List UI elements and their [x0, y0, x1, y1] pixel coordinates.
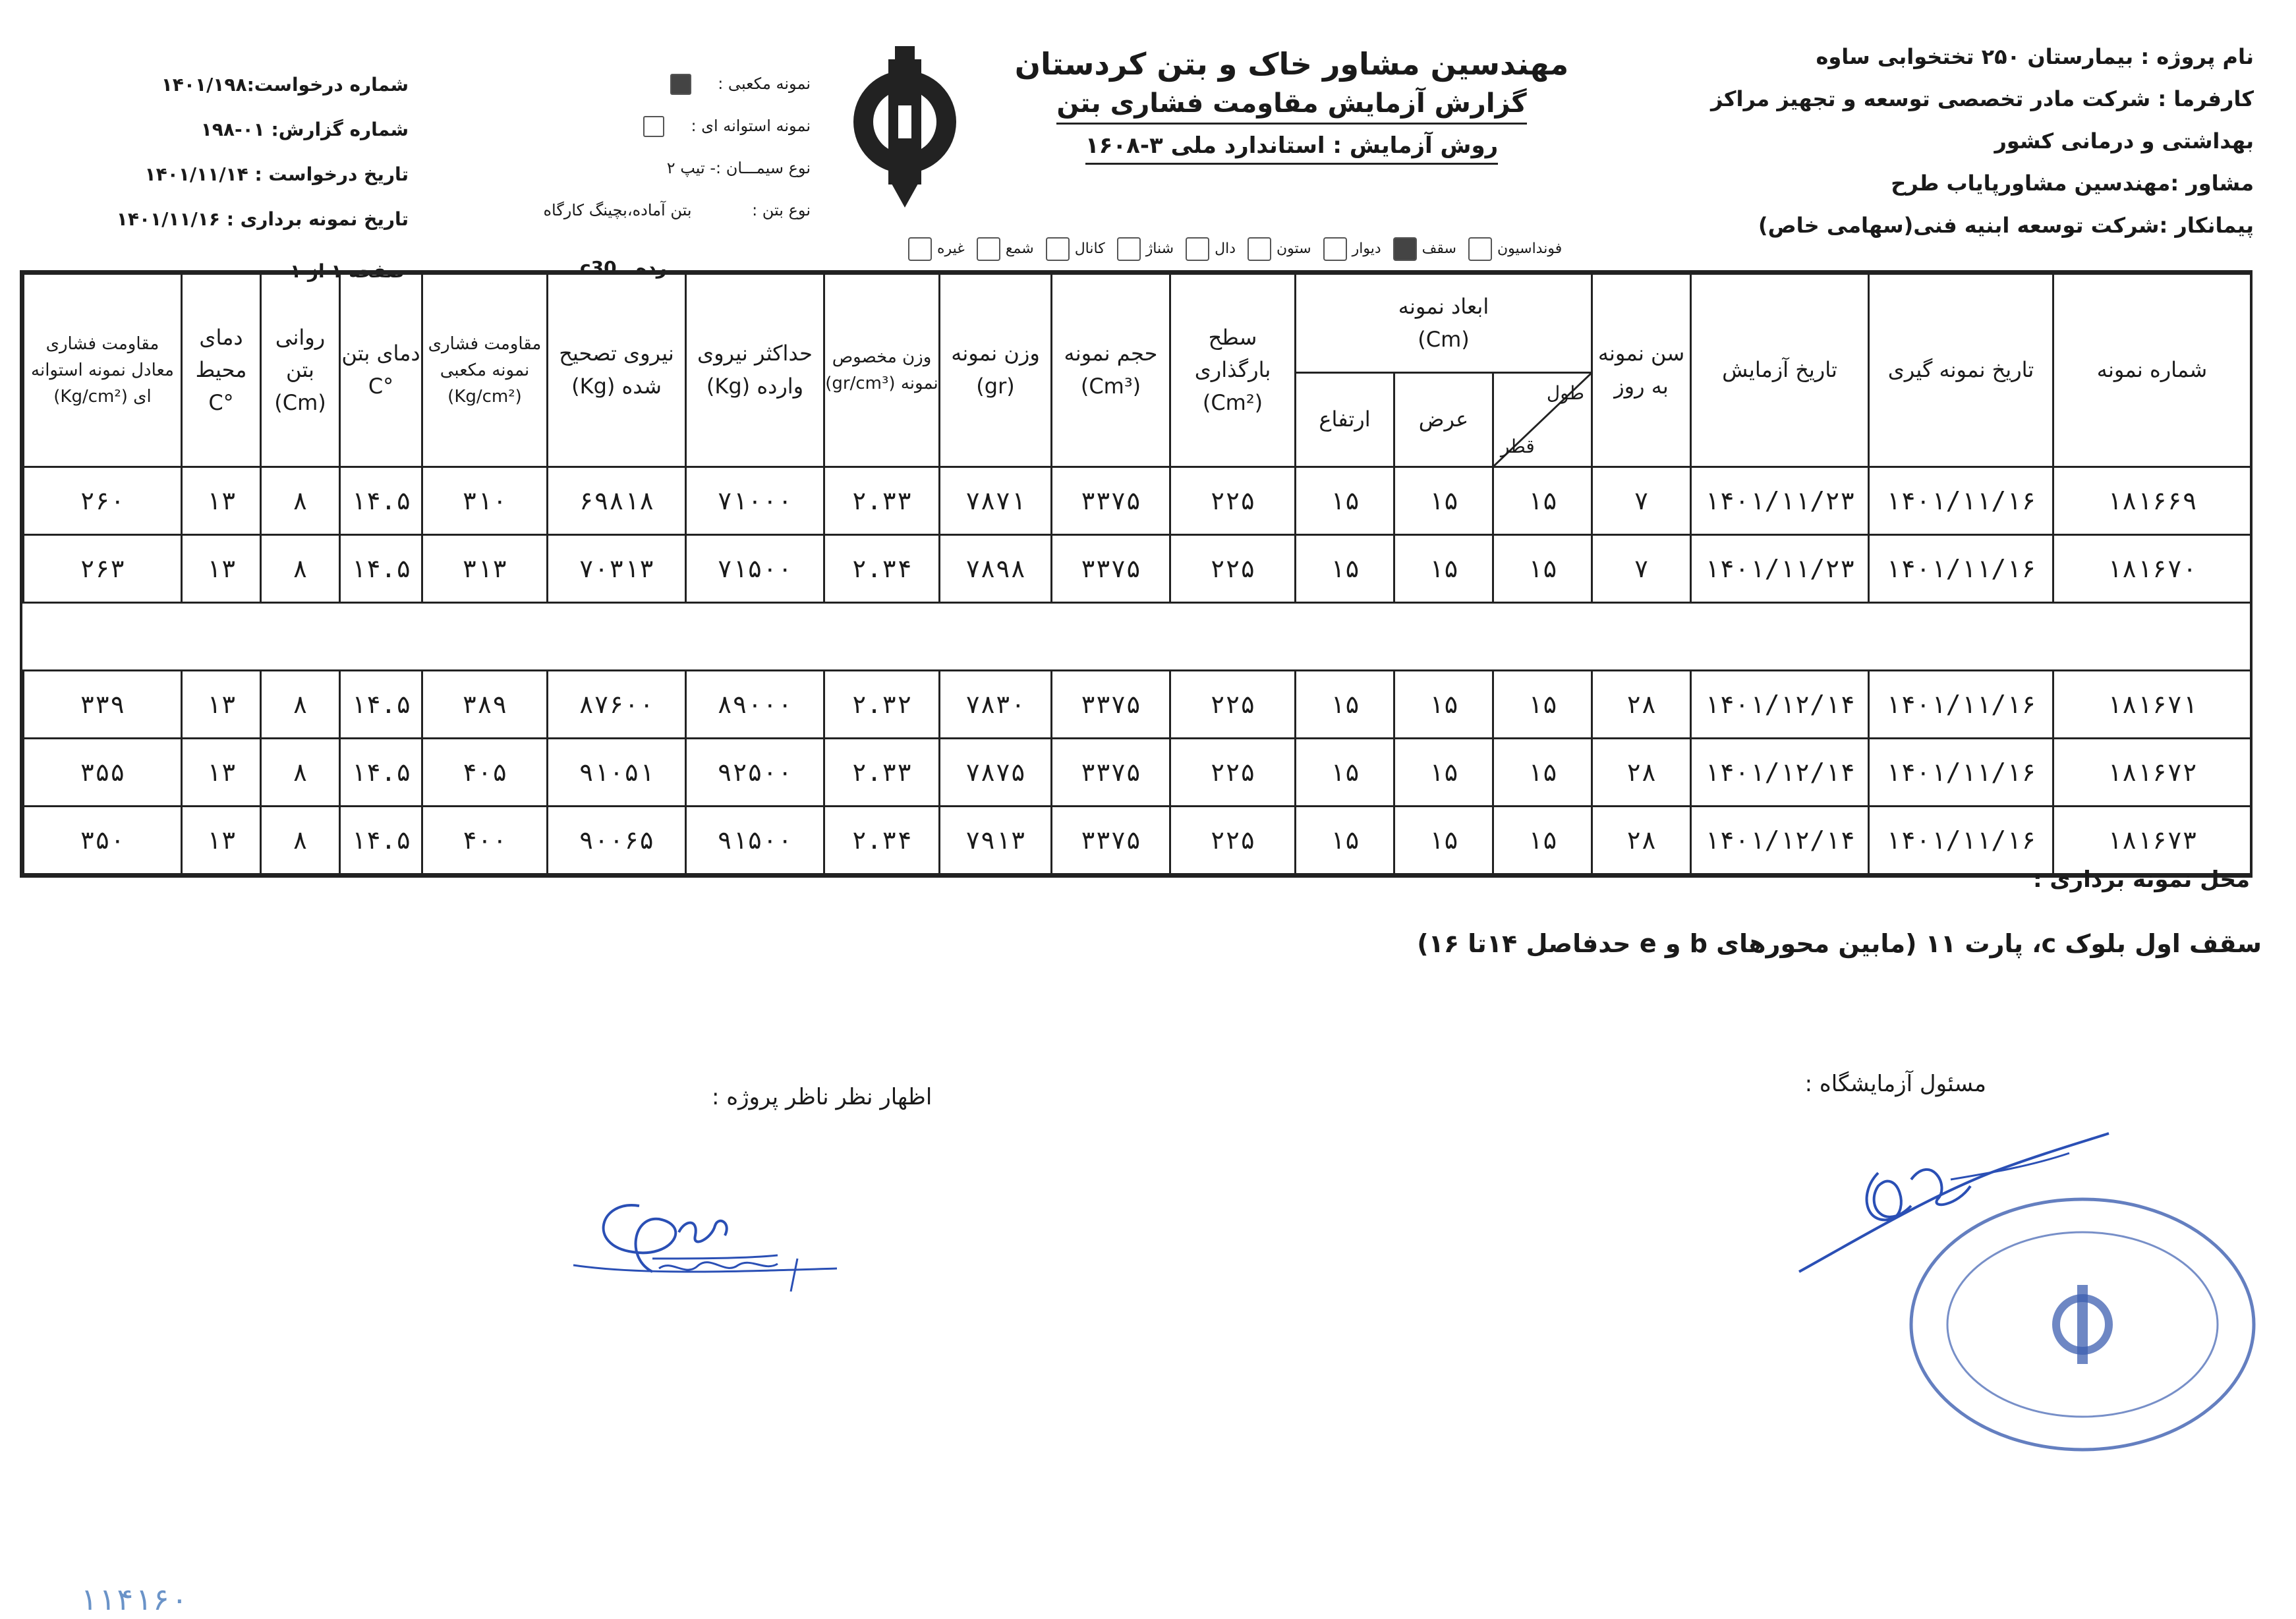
grade-label: رده	[635, 257, 667, 279]
table-cell: ۱۴.۵	[340, 467, 422, 535]
element-option-checkbox[interactable]	[1248, 237, 1271, 261]
table-cell: ۱۵	[1394, 671, 1493, 739]
table-cell: ۷۱۵۰۰	[686, 535, 824, 603]
element-option-label: غیره	[937, 241, 965, 257]
table-cell: ۱۵	[1394, 535, 1493, 603]
table-cell: ۲۶۰	[24, 467, 182, 535]
concrete-type-value: بتن آماده،بچینگ کارگاه	[543, 201, 692, 219]
table-cell: ۱۵	[1296, 535, 1394, 603]
table-cell: ۱۳	[182, 467, 261, 535]
table-cell: ۱۸۱۶۷۱	[2053, 671, 2251, 739]
element-option-label: کانال	[1074, 241, 1105, 257]
header-slump: روانی بتن (Cm)	[261, 274, 340, 467]
element-option	[977, 237, 1034, 261]
table-cell: ۸	[261, 671, 340, 739]
table-cell: ۷۱۰۰۰	[686, 467, 824, 535]
table-cell: ۱۵	[1394, 739, 1493, 807]
table-cell: ۶۹۸۱۸	[548, 467, 686, 535]
header-sample-no: شماره نمونه	[2053, 274, 2251, 467]
sample-types	[415, 63, 811, 231]
table-cell: ۱۴.۵	[340, 671, 422, 739]
table-cell: ۲۸	[1592, 739, 1691, 807]
lab-stamp-icon	[1898, 1186, 2267, 1463]
page-number: صفحه ۱ از ۱	[290, 260, 405, 282]
element-option-checkbox[interactable]	[1117, 237, 1141, 261]
table-cell: ۹۱۵۰۰	[686, 807, 824, 874]
table-cell: ۸	[261, 535, 340, 603]
header-area: سطح بارگذاری (Cm²)	[1170, 274, 1296, 467]
table-cell: ۱۸۱۶۷۰	[2053, 535, 2251, 603]
table-cell: ۷۸۷۱	[940, 467, 1052, 535]
table-cell: ۲.۳۴	[824, 535, 940, 603]
cube-checkbox[interactable]	[670, 74, 691, 95]
table-cell: ۳۱۳	[422, 535, 548, 603]
table-cell: ۱۵	[1493, 807, 1592, 874]
table-cell: ۱۴۰۱/۱۱/۱۶	[1869, 671, 2053, 739]
table-cell: ۱۴۰۱/۱۱/۲۳	[1691, 467, 1869, 535]
table-cell: ۱۵	[1296, 671, 1394, 739]
table-row	[24, 467, 2251, 535]
table-cell: ۹۲۵۰۰	[686, 739, 824, 807]
element-option-checkbox[interactable]	[1468, 237, 1492, 261]
table-cell: ۱۵	[1493, 535, 1592, 603]
cube-sample-label: نمونه مکعبی :	[718, 74, 811, 93]
table-cell: ۱۵	[1493, 467, 1592, 535]
element-option	[1046, 237, 1105, 261]
table-cell: ۱۸۱۶۷۲	[2053, 739, 2251, 807]
results-body	[24, 467, 2251, 874]
table-cell: ۷۸۹۸	[940, 535, 1052, 603]
table-cell: ۷۰۳۱۳	[548, 535, 686, 603]
element-option-checkbox[interactable]	[1186, 237, 1209, 261]
table-cell: ۱۵	[1296, 739, 1394, 807]
element-option	[1248, 237, 1311, 261]
table-cell: ۱۸۱۶۶۹	[2053, 467, 2251, 535]
table-cell: ۲۲۵	[1170, 739, 1296, 807]
results-table	[22, 273, 2252, 875]
table-cell: ۸۷۶۰۰	[548, 671, 686, 739]
table-cell: ۱۴۰۱/۱۱/۲۳	[1691, 535, 1869, 603]
header-density: وزن مخصوص نمونه (gr/cm³)	[824, 274, 940, 467]
header-width: عرض	[1394, 373, 1493, 467]
table-row	[24, 535, 2251, 603]
table-cell: ۳۳۷۵	[1052, 739, 1170, 807]
request-date: تاریخ درخواست : ۱۴۰۱/۱۱/۱۴	[144, 163, 409, 185]
table-cell: ۱۵	[1394, 807, 1493, 874]
sampling-location-value: سقف اول بلوک c، پارت ۱۱ (مابین محورهای b و e حدفاصل ۱۴تا ۱۶)	[1417, 929, 2262, 958]
table-cell: ۴۰۰	[422, 807, 548, 874]
spacer-row	[24, 603, 2251, 671]
spacer-cell	[24, 603, 2251, 671]
cement-type: نوع سیمـــان :- تیپ ۲	[666, 159, 811, 177]
element-option	[1393, 237, 1456, 261]
table-cell: ۳۱۰	[422, 467, 548, 535]
company-header	[995, 46, 1588, 165]
header-ambient-temp: دمای محیط °C	[182, 274, 261, 467]
element-option-label: دیوار	[1352, 241, 1381, 257]
report-title: گزارش آزمایش مقاومت فشاری بتن	[1056, 88, 1526, 125]
employer-line1: کارفرما : شرکت مادر تخصصی توسعه و تجهیز مراکز	[1711, 86, 2254, 111]
header-dimensions	[1296, 274, 1592, 373]
table-cell: ۹۰۰۶۵	[548, 807, 686, 874]
element-option-checkbox[interactable]	[1046, 237, 1070, 261]
table-cell: ۱۴۰۱/۱۱/۱۶	[1869, 807, 2053, 874]
table-cell: ۱۴۰۱/۱۱/۱۶	[1869, 535, 2053, 603]
table-cell: ۷۹۱۳	[940, 807, 1052, 874]
element-option-label: ستون	[1277, 241, 1311, 257]
element-option-label: دال	[1215, 241, 1236, 257]
table-cell: ۴۰۵	[422, 739, 548, 807]
request-info	[116, 63, 409, 242]
element-option	[1468, 237, 1562, 261]
table-cell: ۷۸۳۰	[940, 671, 1052, 739]
header-max-force: حداکثر نیروی وارده (Kg)	[686, 274, 824, 467]
element-option	[1186, 237, 1236, 261]
diameter-label: قطر	[1501, 435, 1535, 457]
table-cell: ۲.۳۳	[824, 739, 940, 807]
structural-elements	[896, 237, 1562, 261]
grade-value: c30	[580, 257, 617, 279]
table-cell: ۱۵	[1493, 671, 1592, 739]
table-cell: ۷	[1592, 467, 1691, 535]
table-cell: ۱۴۰۱/۱۲/۱۴	[1691, 739, 1869, 807]
employer-line2: بهداشتی و درمانی کشور	[1994, 128, 2254, 154]
table-cell: ۸	[261, 739, 340, 807]
table-cell: ۲۸	[1592, 671, 1691, 739]
contractor: پیمانکار :شرکت توسعه ابنیه فنی(سهامی خاص)	[1758, 213, 2254, 238]
supervisor-signature-icon	[560, 1160, 863, 1318]
table-cell: ۹۱۰۵۱	[548, 739, 686, 807]
table-cell: ۷	[1592, 535, 1691, 603]
table-cell: ۸	[261, 467, 340, 535]
company-logo-icon	[849, 46, 961, 211]
table-cell: ۱۴.۵	[340, 739, 422, 807]
header-concrete-temp: دمای بتن °C	[340, 274, 422, 467]
table-cell: ۱۳	[182, 535, 261, 603]
header-length-diameter	[1493, 373, 1592, 467]
table-cell: ۱۸۱۶۷۳	[2053, 807, 2251, 874]
supervisor-comment-label: اظهار نظر ناظر پروژه :	[712, 1084, 933, 1110]
cylinder-checkbox[interactable]	[643, 116, 664, 137]
table-cell: ۲.۳۳	[824, 467, 940, 535]
cylinder-sample-label: نمونه استوانه ای :	[691, 117, 811, 135]
header-sampling-date: تاریخ نمونه گیری	[1869, 274, 2053, 467]
table-cell: ۲۲۵	[1170, 535, 1296, 603]
lab-responsible-label: مسئول آزمایشگاه :	[1804, 1071, 1986, 1097]
table-cell: ۱۵	[1493, 739, 1592, 807]
request-no: شماره درخواست:۱۴۰۱/۱۹۸	[161, 74, 409, 96]
header-cube-strength: مقاومت فشاری نمونه مکعبی (Kg/cm²)	[422, 274, 548, 467]
table-cell: ۱۳	[182, 671, 261, 739]
concrete-type-label: نوع بتن :	[752, 201, 811, 219]
table-cell: ۳۳۹	[24, 671, 182, 739]
table-row	[24, 807, 2251, 874]
table-cell: ۱۵	[1394, 467, 1493, 535]
sampling-date: تاریخ نمونه برداری : ۱۴۰۱/۱۱/۱۶	[116, 208, 409, 230]
sampling-location-label: محل نمونه برداری :	[2032, 866, 2250, 893]
table-cell: ۷۸۷۵	[940, 739, 1052, 807]
results-table-wrapper	[20, 270, 2253, 878]
element-option-label: فونداسیون	[1497, 241, 1563, 257]
table-cell: ۱۴۰۱/۱۱/۱۶	[1869, 739, 2053, 807]
project-name: نام پروژه : بیمارستان ۲۵۰ تختخوابی ساوه	[1816, 44, 2254, 69]
dimensions-label: ابعاد نمونه	[1398, 293, 1489, 319]
table-cell: ۲۲۵	[1170, 671, 1296, 739]
table-cell: ۲۶۳	[24, 535, 182, 603]
archive-number: ۱۱۴۱۶۰	[79, 1581, 189, 1617]
table-cell: ۱۳	[182, 807, 261, 874]
table-cell: ۲۲۵	[1170, 467, 1296, 535]
table-cell: ۳۵۵	[24, 739, 182, 807]
element-option	[908, 237, 965, 261]
table-cell: ۱۳	[182, 739, 261, 807]
table-cell: ۲۸	[1592, 807, 1691, 874]
company-name: مهندسین مشاور خاک و بتن کردستان	[1014, 46, 1569, 82]
element-option-label: سقف	[1421, 241, 1456, 257]
dimensions-unit: (Cm)	[1418, 326, 1470, 352]
header-test-date: تاریخ آزمایش	[1691, 274, 1869, 467]
header-cyl-strength: مقاومت فشاری معادل نمونه استوانه ای (Kg/cm²)	[24, 274, 182, 467]
table-cell: ۳۳۷۵	[1052, 467, 1170, 535]
table-cell: ۱۴۰۱/۱۱/۱۶	[1869, 467, 2053, 535]
table-cell: ۸	[261, 807, 340, 874]
element-option	[1117, 237, 1174, 261]
table-cell: ۳۸۹	[422, 671, 548, 739]
table-cell: ۳۵۰	[24, 807, 182, 874]
element-option-checkbox[interactable]	[1393, 237, 1417, 261]
header-weight: وزن نمونه (gr)	[940, 274, 1052, 467]
element-option-checkbox[interactable]	[1323, 237, 1347, 261]
header-height: ارتفاع	[1296, 373, 1394, 467]
table-cell: ۳۳۷۵	[1052, 535, 1170, 603]
element-option-label: شناژ	[1145, 241, 1174, 257]
header-age: سن نمونه به روز	[1592, 274, 1691, 467]
table-cell: ۸۹۰۰۰	[686, 671, 824, 739]
test-method: روش آزمایش : استاندارد ملی ۳-۱۶۰۸	[1085, 132, 1498, 165]
project-info	[1661, 36, 2254, 246]
length-label: طول	[1546, 382, 1585, 404]
report-no: شماره گزارش: ۰۱-۱۹۸	[200, 119, 409, 140]
header-volume: حجم نمونه (Cm³)	[1052, 274, 1170, 467]
element-option-label: شمع	[1005, 241, 1034, 257]
table-cell: ۱۵	[1296, 807, 1394, 874]
table-cell: ۱۵	[1296, 467, 1394, 535]
element-option-checkbox[interactable]	[977, 237, 1000, 261]
table-cell: ۲.۳۲	[824, 671, 940, 739]
table-row	[24, 671, 2251, 739]
table-cell: ۳۳۷۵	[1052, 807, 1170, 874]
table-cell: ۱۴.۵	[340, 535, 422, 603]
element-option	[1323, 237, 1381, 261]
table-cell: ۱۴۰۱/۱۲/۱۴	[1691, 807, 1869, 874]
table-cell: ۲.۳۴	[824, 807, 940, 874]
consultant: مشاور :مهندسین مشاورپایاب طرح	[1891, 171, 2254, 196]
table-cell: ۳۳۷۵	[1052, 671, 1170, 739]
table-cell: ۱۴.۵	[340, 807, 422, 874]
table-row	[24, 739, 2251, 807]
header-corrected-force: نیروی تصحیح شده (Kg)	[548, 274, 686, 467]
element-option-checkbox[interactable]	[908, 237, 932, 261]
table-cell: ۱۴۰۱/۱۲/۱۴	[1691, 671, 1869, 739]
table-cell: ۲۲۵	[1170, 807, 1296, 874]
